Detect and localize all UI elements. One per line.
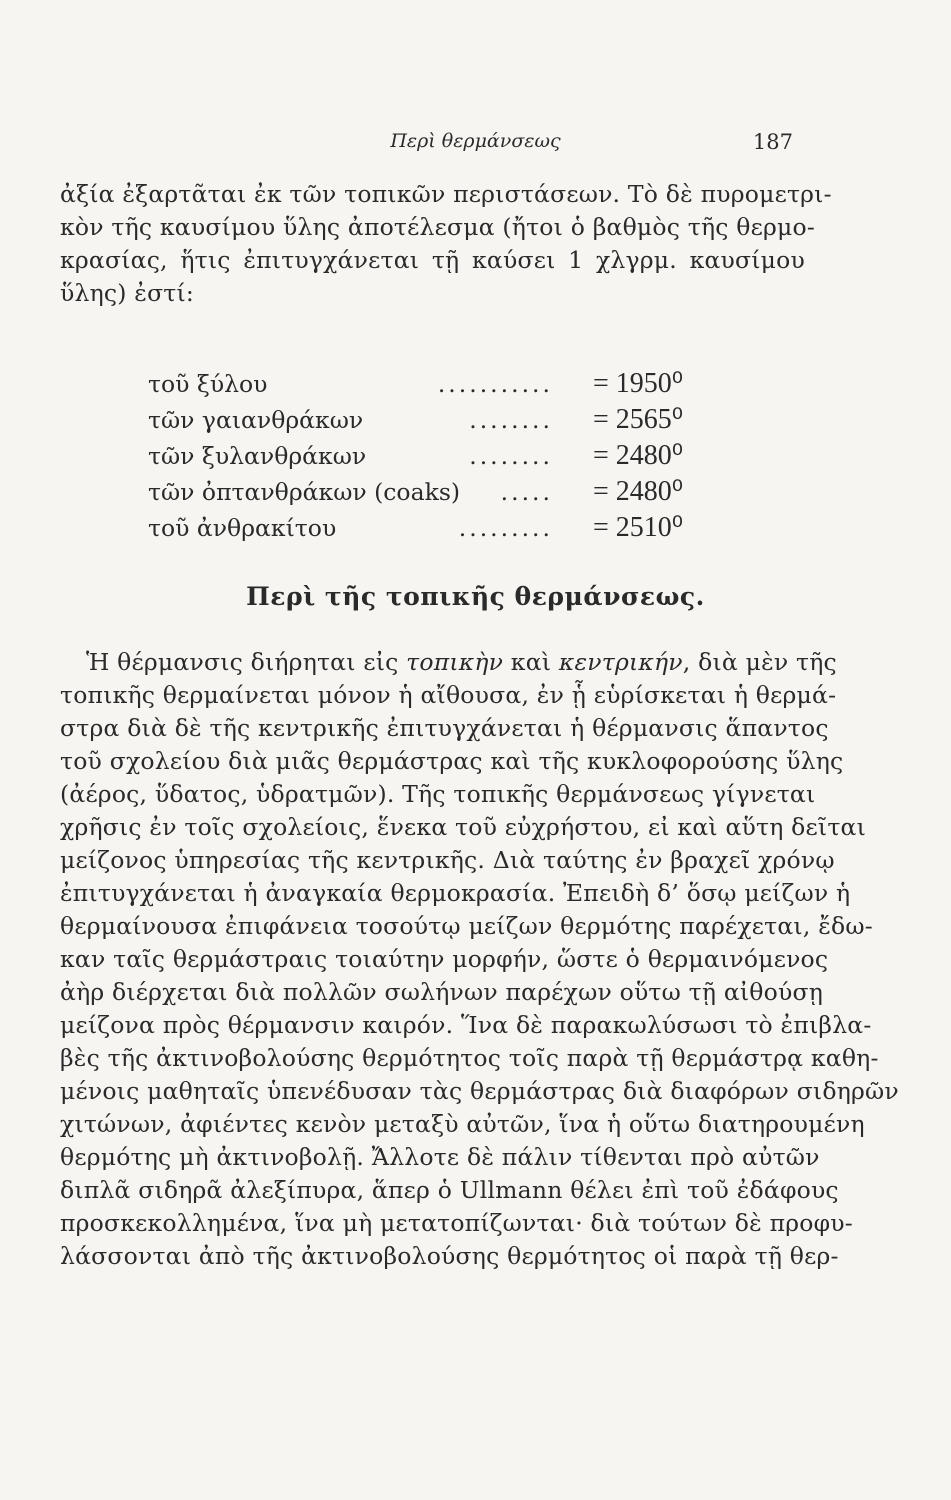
row-label: τῶν ὀπτανθράκων (coaks) [148, 478, 461, 506]
text-line: κρασίας, ἥτις ἐπιτυγχάνεται τῇ καύσει 1 χλγρμ. καυσίμου [60, 246, 805, 274]
text-line: μείζονα πρὸς θέρμανσιν καιρόν. Ἵνα δὲ παρακωλύσωσι τὸ ἐπιβλα- [60, 1011, 872, 1039]
text-line: (ἀέρος, ὕδατος, ὑδρατμῶν). Τῆς τοπικῆς θερμάνσεως γίγνεται [60, 780, 816, 808]
italic-term: κεντρικήν [558, 648, 683, 676]
text-span: Ἡ θέρμανσις διήρηται εἰς [86, 648, 407, 676]
row-value: = 2565⁰ [593, 404, 684, 435]
row-value: = 2510⁰ [593, 512, 684, 543]
text-line: μείζονος ὑπηρεσίας τῆς κεντρικῆς. Διὰ ταύτης ἐν βραχεῖ χρόνῳ [60, 846, 835, 874]
row-label: τῶν ξυλανθράκων [148, 442, 367, 470]
text-line: ὕλης) ἐστί: [60, 279, 195, 307]
body-paragraph [60, 646, 899, 1273]
text-line: τοπικῆς θερμαίνεται μόνον ἡ αἴθουσα, ἐν ᾗ εὑρίσκεται ἡ θερμά- [60, 681, 837, 709]
text-line: στρα διὰ δὲ τῆς κεντρικῆς ἐπιτυγχάνεται ἡ θέρμανσις ἅπαντος [60, 714, 829, 742]
leader-dots: ..... [500, 478, 553, 506]
text-span: καὶ [503, 648, 559, 676]
section-heading: Περὶ τῆς τοπικῆς θερμάνσεως. [246, 582, 705, 611]
italic-term: τοπικὴν [406, 648, 504, 676]
running-head-title: Περὶ θερμάνσεως [390, 130, 561, 152]
text-line: προσκεκολλημένα, ἵνα μὴ μετατοπίζωνται· διὰ τούτων δὲ προφυ- [60, 1209, 853, 1237]
row-label: τοῦ ξύλου [148, 370, 268, 398]
leader-dots: ........... [437, 370, 553, 398]
text-line: διπλᾶ σιδηρᾶ ἀλεξίπυρα, ἅπερ ὁ Ullmann θέλει ἐπὶ τοῦ ἐδάφους [60, 1176, 839, 1204]
text-line: βὲς τῆς ἀκτινοβολούσης θερμότητος τοῖς παρὰ τῇ θερμάστρᾳ καθη- [60, 1044, 879, 1072]
leader-dots: ......... [458, 514, 553, 542]
text-line [60, 646, 837, 679]
row-value: = 2480⁰ [593, 440, 684, 471]
row-label: τῶν γαιανθράκων [148, 406, 364, 434]
intro-paragraph [60, 178, 832, 310]
text-line: μένοις μαθηταῖς ὑπενέδυσαν τὰς θερμάστρας διὰ διαφόρων σιδηρῶν [60, 1077, 899, 1105]
text-line: ἀξία ἐξαρτᾶται ἐκ τῶν τοπικῶν περιστάσεων. Τὸ δὲ πυρομετρι- [60, 180, 832, 208]
table-row [148, 510, 808, 546]
table-row [148, 366, 808, 402]
leader-dots: ........ [469, 406, 553, 434]
table-row [148, 438, 808, 474]
text-line: λάσσονται ἀπὸ τῆς ἀκτινοβολούσης θερμότητος οἱ παρὰ τῇ θερ- [60, 1242, 839, 1270]
text-line: ἐπιτυγχάνεται ἡ ἀναγκαία θερμοκρασία. Ἐπειδὴ δ’ ὅσῳ μείζων ἡ [60, 879, 851, 907]
text-span: , διὰ μὲν τῆς [682, 648, 837, 676]
table-row [148, 474, 808, 510]
text-line: θερμότης μὴ ἀκτινοβολῇ. Ἄλλοτε δὲ πάλιν τίθενται πρὸ αὐτῶν [60, 1143, 820, 1171]
row-value: = 2480⁰ [593, 476, 684, 507]
leader-dots: ........ [469, 442, 553, 470]
text-line: θερμαίνουσα ἐπιφάνεια τοσούτῳ μείζων θερμότης παρέχεται, ἔδω- [60, 912, 873, 940]
row-value: = 1950⁰ [593, 368, 684, 399]
running-head [0, 130, 951, 164]
page-number: 187 [752, 130, 793, 154]
table-row [148, 402, 808, 438]
text-line: ἀὴρ διέρχεται διὰ πολλῶν σωλήνων παρέχων οὕτω τῇ αἰθούσῃ [60, 978, 824, 1006]
text-line: τοῦ σχολείου διὰ μιᾶς θερμάστρας καὶ τῆς κυκλοφορούσης ὕλης [60, 747, 844, 775]
text-line: χιτώνων, ἀφιέντες κενὸν μεταξὺ αὐτῶν, ἵνα ἡ οὕτω διατηρουμένη [60, 1110, 865, 1138]
text-line: χρῆσις ἐν τοῖς σχολείοις, ἕνεκα τοῦ εὐχρήστου, εἰ καὶ αὕτη δεῖται [60, 813, 866, 841]
row-label: τοῦ ἀνθρακίτου [148, 514, 337, 542]
text-line: κὸν τῆς καυσίμου ὕλης ἀποτέλεσμα (ἤτοι ὁ βαθμὸς τῆς θερμο- [60, 213, 815, 241]
text-line: καν ταῖς θερμάστραις τοιαύτην μορφήν, ὥστε ὁ θερμαινόμενος [60, 945, 829, 973]
temperature-table [148, 366, 808, 546]
